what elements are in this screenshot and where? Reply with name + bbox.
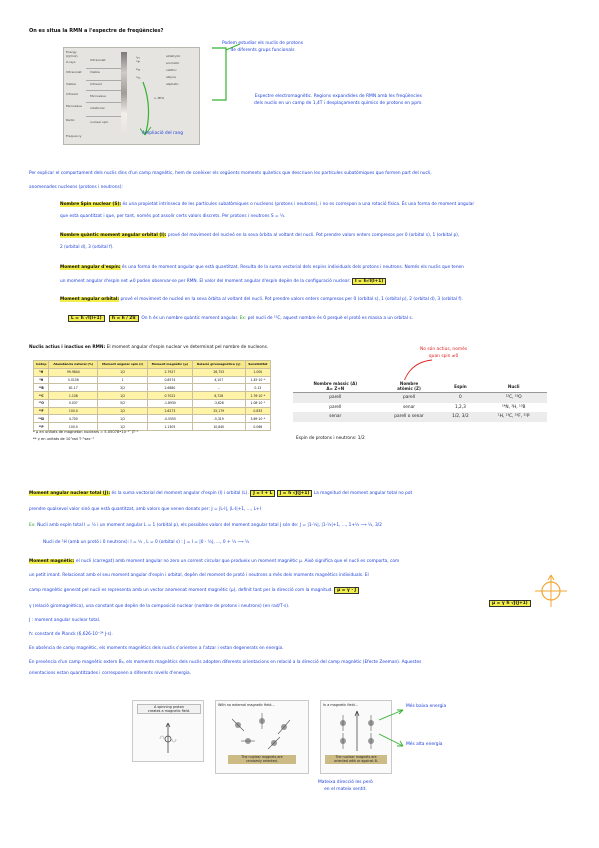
spin-rule-cell: parell (293, 393, 378, 403)
spectrum-label-frequency: Frequency (66, 134, 82, 138)
annotation-range: Ampliació del rang (142, 131, 184, 136)
isotope-row (34, 384, 271, 392)
magnetic-formula-1: μ = γ · J (334, 587, 359, 594)
total-line-2: prendre qualsevol valor sinó que està quantitzat, amb valors que venen donats per: J = |L-I|, |L-I|+1, ..., L+I (29, 507, 261, 512)
spectrum-shift-aliphatic: aliphatic (166, 82, 179, 86)
spin-definition (60, 201, 474, 208)
spin-rule-header: Nombre atòmic (Z) (378, 380, 441, 393)
annotation-functional-groups: Podem estudiar els nuclis de protons de diferents grups funcionals (222, 41, 303, 53)
isotope-cell: ¹³C (34, 392, 49, 400)
isotope-cell: 1.08·10⁻⁵ (245, 399, 270, 407)
isotope-cell: 1/2 (98, 407, 148, 415)
isotope-row (34, 376, 271, 384)
isotope-cell: 1/2 (98, 392, 148, 400)
isotope-cell: -5,319 (192, 415, 245, 423)
magnetic-term: Moment magnètic: (29, 559, 75, 564)
absence-field-text: En absència de camp magnètic, els moments magnètics dels nuclis s'orienten a l'atzar i estan degenerats en energia. (29, 646, 284, 651)
isotope-cell: 4.700 (49, 415, 98, 423)
magnetic-line-2: un petit imant. Relacionat amb el seu moment angular d'espín i orbital, depèn del moment de protó i neutrons a més dels moments magnètics individuals. El (29, 573, 369, 578)
example-text: pel nucli de ¹²C, aquest nombre és 0 perquè el protó es massa a un orbital s. (247, 316, 413, 321)
magnetic-formula-2-wrap (489, 600, 531, 607)
orbital-text-2: 2 (orbital d), 3 (orbital f). (60, 245, 114, 250)
spin-rule-header: Nucli (480, 380, 547, 393)
isotope-cell: -1.8930 (147, 399, 192, 407)
total-formula-1: J = I + L (250, 490, 275, 497)
spin-term: Nombre Spin nuclear (S): (60, 202, 122, 207)
spectrum-divider (86, 80, 121, 81)
isotope-cell: 0.7022 (147, 392, 192, 400)
spectrum-axis-label: v, MHz (154, 96, 165, 100)
spin-rule-cell: parell (329, 404, 342, 410)
spin-rule-cell: ¹H, ¹³C, ¹⁹F, ³¹P (480, 412, 547, 422)
total-example-text-1: Nucli amb espín total I = ½ i un moment angular L = 1 (orbital p), els possibles valors del moment angular total J són de: J = |1-½|, |1-½|+1, ..., 1+½ ⟶ ½, 3/2 (37, 523, 382, 528)
isotope-cell: 2.6880 (147, 384, 192, 392)
intro-line-1: Per explicar el comportament dels nuclis dins d'un camp magnètic, hem de conèixer els següents moments quàntics que descriuen les partícules subatòmiques que formen part del nucli, (29, 171, 432, 176)
isotope-cell: 3/2 (98, 384, 148, 392)
isotope-cell: 0.8574 (147, 376, 192, 384)
isotope-cell: 1 (98, 376, 148, 384)
annotation-spectrum-note: Espectre electromagnètic. Regions expandides de RMN amb les freqüències dels nuclis en un camp de 1,4T i desplaçaments químics de protons en ppm. (254, 94, 423, 106)
magnet-doodle-icon (533, 573, 569, 609)
spinning-proton-figure (132, 700, 204, 762)
gamma-definition: γ (relació giromagnètica), una constant que depèn de la composició nuclear (nombre de protons i neutrons) (en rad/T·s). (29, 604, 290, 609)
fig3-title: In a magnetic field... (323, 703, 358, 707)
orbital-angular-definition (60, 296, 463, 303)
isotope-cell: 81.17 (49, 384, 98, 392)
j-definition: J : moment angular nuclear total. (29, 618, 101, 623)
page-title: On es situa la RMN a l'espectre de freqüències? (29, 28, 164, 34)
total-example-2: Nucli de ¹H (amb un protó i 0 neutrons): I = ½ , L = 0 (orbital s) : J = I = |0 - ½|, ..., 0 + ½ ⟶ ½ (43, 540, 250, 545)
isotope-cell: 0.13 (245, 384, 270, 392)
isotope-cell: 100.0 (49, 423, 98, 431)
spectrum-nuclei-marks: ¹H ¹⁹F ³¹P ¹³C (136, 56, 141, 80)
magnetic-text-1: el nucli (carregat) amb moment angular no zero un corrent circular que produeix un moment magnètic μ. Això significa que el nucli es comporta, com (75, 559, 400, 564)
presence-field-text-1: En presència d'un camp magnètic extern B₀, els moments magnètics dels nuclis adopten diferents orientacions en relació a la direcció del camp magnètic (Efecte Zeeman). Aquestes (29, 660, 422, 665)
isotope-cell: ²H (34, 376, 49, 384)
isotope-cell: 0.037 (49, 399, 98, 407)
spectrum-region-rotational: rotational (90, 106, 105, 110)
spin-rule-cell: senar (293, 412, 378, 422)
isotope-cell: 1.45·10⁻⁶ (245, 376, 270, 384)
magnetic-formula-2: μ = γ ħ √J(J+1) (489, 600, 531, 607)
isotope-cell: 26,753 (192, 368, 245, 376)
isotope-header: Moment angular spin (I) (98, 361, 148, 369)
isotope-cell: 100.0 (49, 407, 98, 415)
isotope-cell: 1.000 (245, 368, 270, 376)
fig2-caption: The nuclear magnets are randomly oriented. (228, 755, 296, 764)
isotope-cell: 10,840 (192, 423, 245, 431)
spin-angular-line-2 (60, 278, 386, 285)
isotope-cell: 1.76·10⁻⁴ (245, 392, 270, 400)
isotope-header: Isòtop (34, 361, 49, 369)
h-note: On h és un nombre quàntic moment angular. (141, 316, 239, 321)
active-nuclei-heading-line (29, 344, 268, 351)
orbital-definition (60, 232, 459, 239)
total-example-label: Ex: (29, 523, 36, 528)
spin-rule-cell: parell o senar (378, 412, 441, 422)
magnetic-text-3: camp magnètic generat pel nucli es representa amb un vector anomenat moment magnètic (μ), definit tant per la direcció com la magnitud. (29, 588, 333, 593)
spin-angular-term: Moment angular d'espín: (60, 265, 121, 270)
spectrum-shift-alkyne: alkyne (166, 75, 176, 79)
isotope-header: Abundància natural (%) (49, 361, 98, 369)
isotope-cell: -3,628 (192, 399, 245, 407)
random-orientation-figure (215, 700, 309, 774)
spectrum-label-radio: Radio (66, 118, 75, 122)
total-momentum-text: és la suma vectorial del moment angular d'espín (I) i orbital (L). (111, 491, 249, 496)
spectrum-label-energy: Energy (kJ/mol) (66, 50, 78, 58)
isotope-row (34, 407, 271, 415)
low-energy-label: Més baixa energia (406, 704, 447, 709)
total-example-1 (29, 522, 382, 529)
isotope-cell: 1.1305 (147, 423, 192, 431)
spin-rule-footnote: Espín de protons i neutrons: 1/2 (296, 436, 365, 441)
spin-rule-header: Espín (440, 380, 480, 393)
isotope-header: Sensibilitat (245, 361, 270, 369)
spectrum-label-infrared: Infrared (66, 92, 78, 96)
spectrum-shift-olefinic: olefinic (166, 68, 177, 72)
spin-rule-cell: 1,2,3 (454, 404, 466, 410)
spectrum-divider (86, 90, 121, 91)
total-momentum-term: Moment angular nuclear total (J): (29, 491, 111, 496)
spin-rule-row (293, 412, 547, 422)
isotope-cell: – (192, 384, 245, 392)
spectrum-region-visible: Visible (90, 70, 100, 74)
hbar-definition: ħ: constant de Planck (6,626·10⁻³⁴ J·s). (29, 632, 113, 637)
spin-angular-text-2: un moment angular d'espín net ≠0 poden observar-se per RMN. El valor del moment angular d'espín depèn de la configuració nuclear: (60, 279, 351, 284)
spectrum-label-uv: Ultraviolet (66, 70, 82, 74)
presence-field-text-2: orientacions estan quantitzades i corresponen a diferents nivells d'energia. (29, 671, 191, 676)
isotope-cell: 99.9844 (49, 368, 98, 376)
isotope-row (34, 392, 271, 400)
random-nuclei-icon (226, 711, 298, 751)
isotope-cell: 3.69·10⁻⁴ (245, 415, 270, 423)
spectrum-label-visible: Visible (66, 82, 76, 86)
isotope-cell: 2.6273 (147, 407, 192, 415)
spin-rule-row (293, 393, 547, 403)
orbital-text: prové del moviment del nucleó en la seva òrbita al voltant del nucli. Pot prendre valors enters compresos per 0 (orbital s), 1 (orbital p), (167, 233, 460, 238)
spin-rule-cell: ¹⁴N, ²H, ¹⁰B (501, 404, 526, 410)
spin-angular-text: és una forma de moment angular que està quantitzat. Resulta de la suma vectorial dels espins individuals dels protons i neutrons. Només els nuclis que tenen (121, 265, 464, 270)
spin-angular-formula-box: I = ħ√I(I+1) (352, 278, 386, 285)
isotope-cell: ¹⁹F (34, 407, 49, 415)
spectrum-divider (86, 68, 121, 69)
isotope-cell: 0.0156 (49, 376, 98, 384)
spin-rule-row (293, 403, 547, 413)
isotope-table (33, 360, 271, 431)
isotope-cell: -0.5555 (147, 415, 192, 423)
spectrum-region-microwave: Microwave (90, 94, 106, 98)
formula-hbar: ħ = h / 2π (109, 315, 139, 322)
orbital-term: Nombre quàntic moment angular orbital (l): (60, 233, 167, 238)
spectrum-shift-aldehydic: aldehydic (166, 54, 181, 58)
isotope-row (34, 399, 271, 407)
isotope-cell: 25,179 (192, 407, 245, 415)
spectrum-label-xrays: X-rays (66, 60, 76, 64)
spectrum-label-microwave: Microwave (66, 104, 82, 108)
isotope-cell: 6,728 (192, 392, 245, 400)
isotope-cell: ²⁹Si (34, 415, 49, 423)
fig1-title: A spinning proton creates a magnetic field. (137, 704, 201, 714)
red-note: No són actius, només quan spin ≠0 (420, 347, 468, 359)
spin-rule-cell: 0 (440, 393, 480, 403)
isotope-cell: ¹⁰B (34, 384, 49, 392)
isotope-cell: 2.7927 (147, 368, 192, 376)
fig2-title: With no external magnetic field... (218, 703, 275, 707)
spectrum-region-uv: Ultraviolet (90, 58, 106, 62)
spin-rule-table (293, 380, 547, 422)
spin-rule-cell: 1/2, 3/2 (440, 412, 480, 422)
spin-text: és una propietat intrínseca de les partícules subatòmiques o nucleons (protons i neutrons), i no es correspon a una rotació física. És una forma de moment angular (122, 202, 475, 207)
table1-footnote-1: * μ en unitats de magneton nuclears = 5.05078•10⁻²⁷ JT⁻¹ (33, 430, 139, 434)
formula-L: L = ħ √l(l+1) (68, 315, 105, 322)
isotope-cell: 5/2 (98, 399, 148, 407)
spin-rule-header: Nombre màssic (A) A= Z+N (293, 380, 378, 393)
magnetic-line-3 (29, 587, 359, 594)
table1-footnote-2: ** γ en unitats de 10⁷rad T⁻¹sec⁻¹ (33, 437, 94, 441)
total-formula-2: J = ħ √J(J+1) (277, 490, 313, 497)
spectrum-region-infrared: Infrared (90, 82, 102, 86)
total-text-after: La magnitud del moment angular total no pot (313, 491, 413, 496)
intro-line-2: anomenades nucleons (protons i neutrons): (29, 185, 123, 190)
isotope-cell: ¹H (34, 368, 49, 376)
bottom-note: Mateixa direcció les però en el mateix sentit. (318, 780, 373, 792)
isotope-cell: 1/2 (98, 368, 148, 376)
isotope-cell: 1/2 (98, 423, 148, 431)
isotope-cell: 1.108 (49, 392, 98, 400)
isotope-row (34, 415, 271, 423)
spin-rule-cell: ¹²C, ¹⁶O (480, 393, 547, 403)
spinning-proton-icon (155, 721, 181, 755)
spin-rule-cell: parell (378, 393, 441, 403)
spin-angular-definition (60, 264, 464, 271)
isotope-cell: 1/2 (98, 415, 148, 423)
total-momentum-line (29, 490, 412, 497)
spectrum-shift-aromatic: aromatic (166, 61, 180, 65)
magnetic-line-1 (29, 558, 399, 565)
active-nuclei-text: El moment angular d'espín nuclear ve determinat pel nombre de nucleons. (106, 345, 269, 350)
spin-text-2: que està quantitzat i que, per tant, només pot assolir certs valors discrets. Per protons i neutrons S = ½. (60, 214, 286, 219)
example-label: Ex: (239, 316, 247, 321)
high-energy-label: Més alta energia (406, 742, 443, 747)
isotope-header: Relació giromagnètica (γ) (192, 361, 245, 369)
isotope-row (34, 368, 271, 376)
isotope-cell: 0.833 (245, 407, 270, 415)
spectrum-divider (86, 116, 121, 117)
isotope-header: Moment magnètic (μ) (147, 361, 192, 369)
isotope-cell: 0.066 (245, 423, 270, 431)
spectrum-color-bar (121, 52, 127, 134)
formula-line (68, 315, 413, 322)
energy-arrows (375, 704, 407, 754)
active-nuclei-heading: Nuclis actius i inactius en RMN: (29, 345, 106, 350)
fig3-caption: The nuclear magnets are oriented with or against B. (325, 755, 387, 764)
orbital-angular-text: prové el moviment de nucleó en la seva òrbita al voltant del nucli. Pot prendre valors enters compresos per 0 (orbital s), 1 (orbital p), 2 (orbital d), 3 (orbital f). (120, 297, 463, 302)
spectrum-divider (86, 102, 121, 103)
orbital-angular-term: Moment angular orbital: (60, 297, 120, 302)
isotope-cell: ¹⁷O (34, 399, 49, 407)
isotope-cell: 4,107 (192, 376, 245, 384)
spin-rule-cell: senar (403, 404, 416, 410)
spectrum-region-nuclear-spin: nuclear spin (90, 120, 109, 124)
isotope-cell: ³¹P (34, 423, 49, 431)
